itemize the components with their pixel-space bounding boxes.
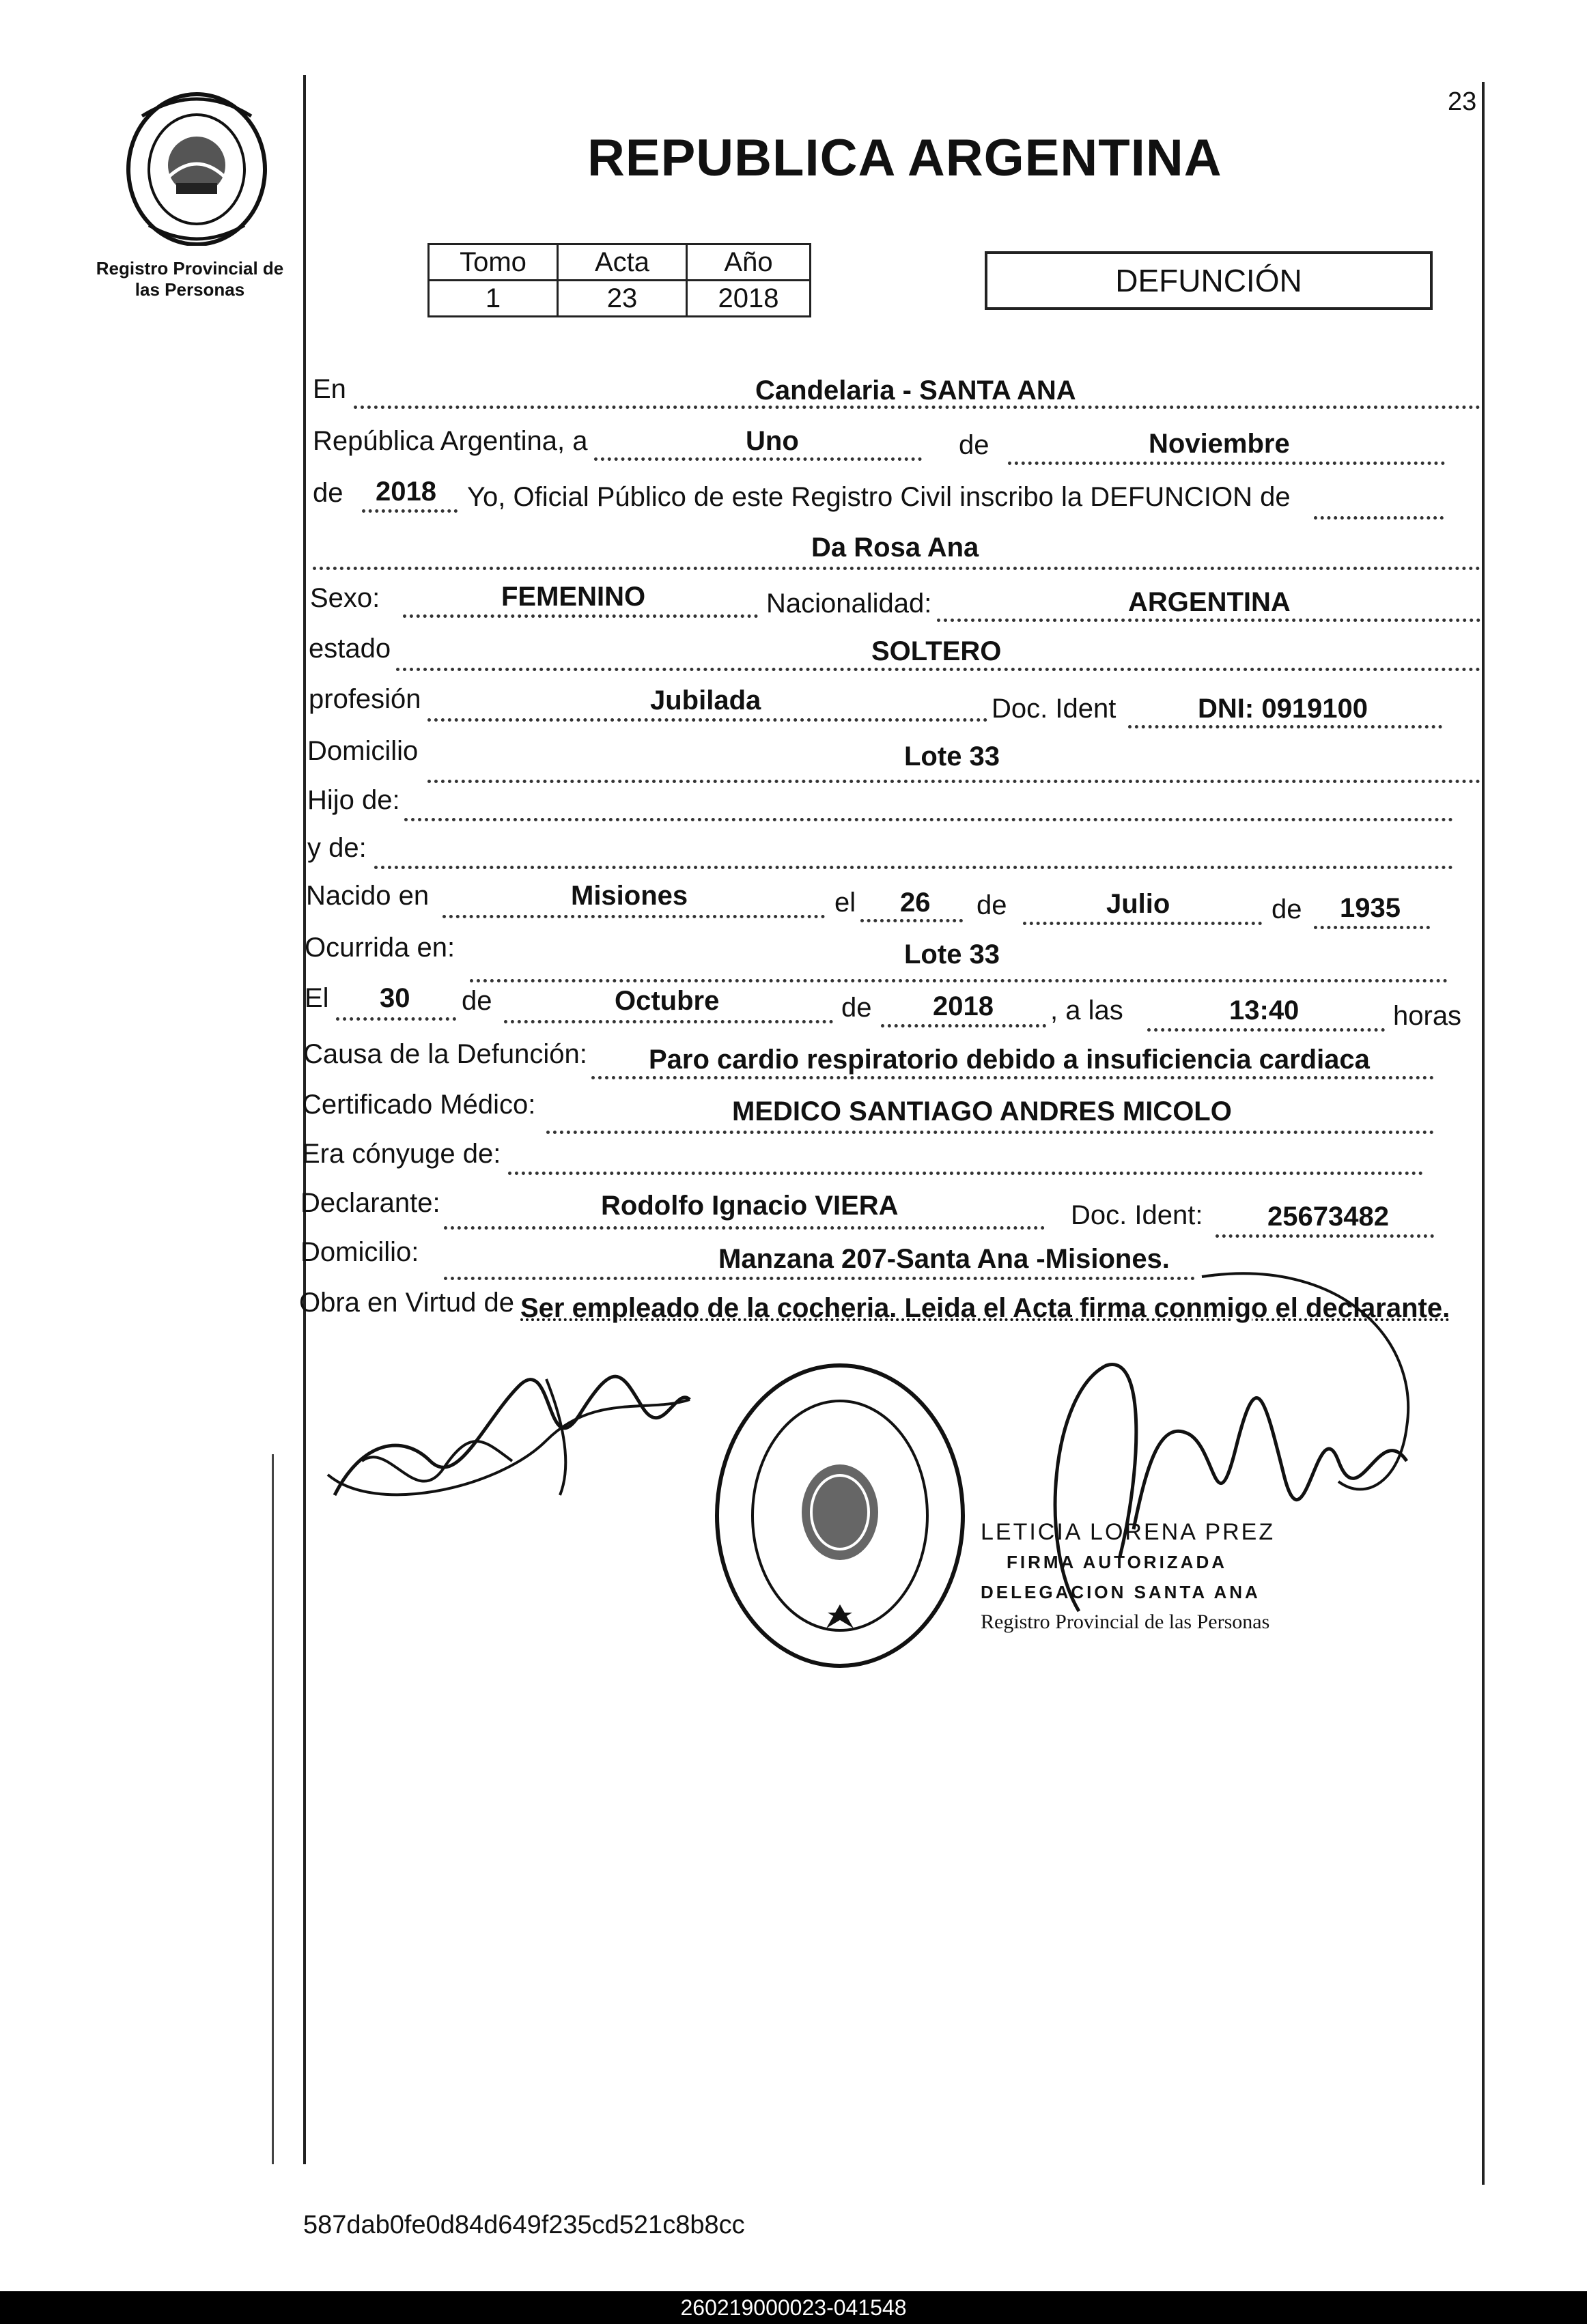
- declarant-signature: [321, 1359, 703, 1522]
- mes-dots: [1008, 462, 1445, 465]
- anio-value: 2018: [687, 281, 811, 317]
- nacionalidad-value: ARGENTINA: [1128, 587, 1291, 617]
- decl-domicilio-label: Domicilio:: [300, 1237, 419, 1267]
- certificado-dots: [546, 1131, 1434, 1134]
- nacionalidad-label: Nacionalidad:: [766, 589, 932, 619]
- page-number: 23: [1448, 87, 1477, 116]
- profesion-value: Jubilada: [650, 685, 761, 715]
- nacido-label: Nacido en: [306, 881, 430, 911]
- domicilio-value: Lote 33: [904, 741, 1000, 771]
- estado-label: estado: [309, 634, 391, 664]
- el-label: el: [834, 888, 856, 918]
- nac-anio-value: 1935: [1340, 893, 1401, 923]
- fall-mes-value: Octubre: [615, 986, 720, 1016]
- nacido-dots: [443, 915, 825, 918]
- nac-anio-dots: [1314, 926, 1430, 929]
- obra-value: Ser empleado de la cocheria. Leida el Acta firma conmigo el declarante.: [520, 1293, 1450, 1323]
- de-label-5: de: [462, 986, 492, 1016]
- signatory-registry: Registro Provincial de las Personas: [981, 1611, 1270, 1633]
- official-stamp: [710, 1359, 970, 1673]
- fall-dia-value: 30: [380, 983, 410, 1013]
- certificado-value: MEDICO SANTIAGO ANDRES MICOLO: [732, 1096, 1232, 1126]
- acta-header: Acta: [558, 244, 687, 281]
- hijo-dots: [404, 818, 1453, 821]
- horas-label: horas: [1393, 1001, 1462, 1031]
- doc-dots: [1128, 725, 1442, 728]
- declarante-value: Rodolfo Ignacio VIERA: [601, 1191, 899, 1221]
- anio-header: Año: [687, 244, 811, 281]
- page-title: REPUBLICA ARGENTINA: [587, 129, 1222, 187]
- domicilio-dots: [427, 780, 1480, 783]
- fall-anio-value: 2018: [933, 991, 994, 1021]
- profesion-dots: [427, 718, 987, 722]
- anio-dots: [362, 509, 458, 513]
- doc-label: Doc. Ident: [992, 694, 1116, 724]
- signatory-name: LETICIA LORENA PREZ: [981, 1519, 1276, 1545]
- nombre-value: Da Rosa Ana: [811, 533, 979, 563]
- estado-value: SOLTERO: [871, 636, 1002, 666]
- mes-value: Noviembre: [1149, 429, 1290, 459]
- de-label-6: de: [841, 993, 872, 1023]
- logo-caption-line-1: Registro Provincial de: [96, 258, 284, 279]
- sexo-label: Sexo:: [310, 583, 380, 613]
- tomo-header: Tomo: [429, 244, 558, 281]
- intro-text: Yo, Oficial Público de este Registro Civil inscribo la DEFUNCION de: [467, 482, 1291, 512]
- misiones-seal-logo: [122, 89, 272, 246]
- profesion-label: profesión: [309, 684, 421, 714]
- tomo-value: 1: [429, 281, 558, 317]
- nombre-dots: [313, 567, 1480, 570]
- acta-value: 23: [558, 281, 687, 317]
- obra-label: Obra en Virtud de: [299, 1288, 515, 1318]
- decl-doc-label: Doc. Ident:: [1071, 1200, 1203, 1230]
- nacionalidad-dots: [937, 619, 1480, 622]
- estado-dots: [396, 668, 1480, 671]
- decl-doc-dots: [1216, 1234, 1434, 1238]
- nac-dia-dots: [860, 919, 963, 922]
- causa-label: Causa de la Defunción:: [303, 1039, 587, 1069]
- ocurrida-value: Lote 33: [904, 939, 1000, 969]
- hora-value: 13:40: [1229, 995, 1300, 1025]
- ocurrida-label: Ocurrida en:: [305, 933, 455, 963]
- sexo-value: FEMENINO: [501, 582, 646, 612]
- fall-dia-dots: [336, 1017, 456, 1021]
- de-label-2: de: [313, 478, 343, 508]
- certificado-label: Certificado Médico:: [302, 1090, 536, 1120]
- doc-value: DNI: 0919100: [1198, 694, 1368, 724]
- nac-mes-dots: [1023, 922, 1262, 925]
- declarante-label: Declarante:: [300, 1188, 440, 1218]
- ocurrida-dots: [470, 979, 1448, 982]
- causa-value: Paro cardio respiratorio debido a insuficiencia cardiaca: [649, 1045, 1370, 1075]
- de-label-3: de: [977, 890, 1007, 920]
- dia-dots: [594, 457, 922, 461]
- anio-value-text: 2018: [376, 477, 436, 507]
- el-fecha-label: El: [305, 983, 329, 1013]
- conyuge-dots: [508, 1172, 1423, 1175]
- footer-id-bar: 260219000023-041548: [0, 2291, 1587, 2324]
- intro-dots: [1314, 516, 1444, 520]
- yde-label: y de:: [307, 833, 367, 863]
- fall-mes-dots: [504, 1020, 833, 1023]
- right-margin-line: [1482, 82, 1485, 2185]
- logo-caption: [81, 258, 299, 300]
- logo-caption-line-2: las Personas: [135, 279, 245, 300]
- hijo-label: Hijo de:: [307, 785, 400, 815]
- de-label-1: de: [959, 430, 989, 460]
- fall-anio-dots: [881, 1024, 1046, 1028]
- decl-domicilio-value: Manzana 207-Santa Ana -Misiones.: [718, 1244, 1170, 1274]
- registry-table: [427, 243, 811, 317]
- domicilio-label: Domicilio: [307, 736, 419, 766]
- hora-dots: [1147, 1028, 1385, 1032]
- de-label-4: de: [1272, 894, 1302, 924]
- far-left-line: [272, 1454, 274, 2164]
- nac-mes-value: Julio: [1106, 889, 1170, 919]
- document-hash: 587dab0fe0d84d649f235cd521c8b8cc: [303, 2211, 745, 2239]
- sexo-dots: [403, 614, 758, 618]
- nacido-value: Misiones: [571, 881, 688, 911]
- dia-value: Uno: [746, 426, 799, 456]
- declarante-dots: [444, 1226, 1045, 1230]
- alas-label: , a las: [1050, 995, 1123, 1025]
- causa-dots: [591, 1076, 1434, 1079]
- en-value: Candelaria - SANTA ANA: [755, 375, 1076, 406]
- decl-doc-value: 25673482: [1267, 1202, 1389, 1232]
- record-type-box: DEFUNCIÓN: [985, 251, 1433, 310]
- nac-dia-value: 26: [900, 888, 931, 918]
- en-label: En: [313, 374, 346, 404]
- conyuge-label: Era cónyuge de:: [302, 1139, 501, 1169]
- rep-label: República Argentina, a: [313, 426, 588, 456]
- signatory-role: FIRMA AUTORIZADA: [1007, 1552, 1228, 1572]
- signatory-office: DELEGACION SANTA ANA: [981, 1582, 1261, 1602]
- yde-dots: [374, 866, 1453, 869]
- signatory-block: [981, 1517, 1275, 1637]
